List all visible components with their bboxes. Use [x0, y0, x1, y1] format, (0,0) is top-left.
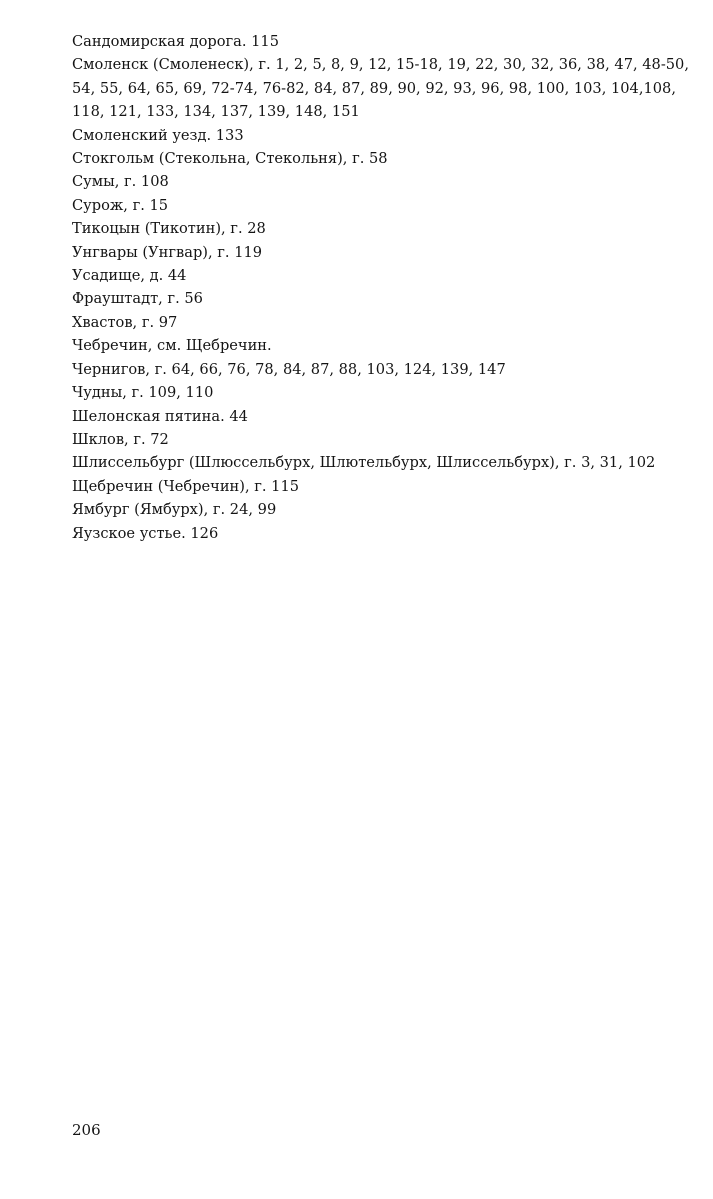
index-entry: Тикоцын (Тикотин), г. 28	[72, 220, 266, 238]
index-entry: Яузское устье. 126	[72, 524, 219, 542]
index-entry: Фрауштадт, г. 56	[72, 290, 203, 308]
index-entry: Чудны, г. 109, 110	[72, 384, 214, 402]
index-entry: Усадище, д. 44	[72, 267, 187, 285]
index-entry: Ямбург (Ямбурх), г. 24, 99	[72, 501, 277, 519]
index-entry: Стокгольм (Стекольна, Стекольня), г. 58	[72, 150, 388, 168]
index-entry: Чернигов, г. 64, 66, 76, 78, 84, 87, 88, 103, 124, 139, 147	[72, 360, 506, 378]
index-list	[72, 30, 698, 545]
index-entry: Хвастов, г. 97	[72, 313, 178, 331]
index-entry: Шклов, г. 72	[72, 430, 169, 448]
index-entry: Сурож, г. 15	[72, 196, 169, 214]
index-entry: Сандомирская дорога. 115	[72, 33, 280, 50]
page-number: 206	[72, 1121, 101, 1139]
index-entry: Унгвары (Унгвар), г. 119	[72, 243, 263, 261]
index-entry: Шелонская пятина. 44	[72, 407, 248, 425]
index-entry: Щебречин (Чебречин), г. 115	[72, 477, 300, 495]
index-entry: Смоленск (Смоленеск), г. 1, 2, 5, 8, 9, 12, 15-18, 19, 22, 30, 32, 36, 38, 47, 48-50, 54, 55, 64, 65, 69, 72-74, 76-82, 84, 87, 89, 90, 92, 93, 96, 98, 100, 103, 104,108, 118, 121, 133, 134, 137, 139, 148, 151	[72, 56, 689, 121]
index-entry: Шлиссельбург (Шлюссельбурх, Шлютельбурх, Шлиссельбурх), г. 3, 31, 102	[72, 454, 656, 472]
index-entry: Смоленский уезд. 133	[72, 126, 244, 144]
index-entry: Сумы, г. 108	[72, 173, 169, 191]
index-entry: Чебречин, см. Щебречин.	[72, 337, 272, 355]
